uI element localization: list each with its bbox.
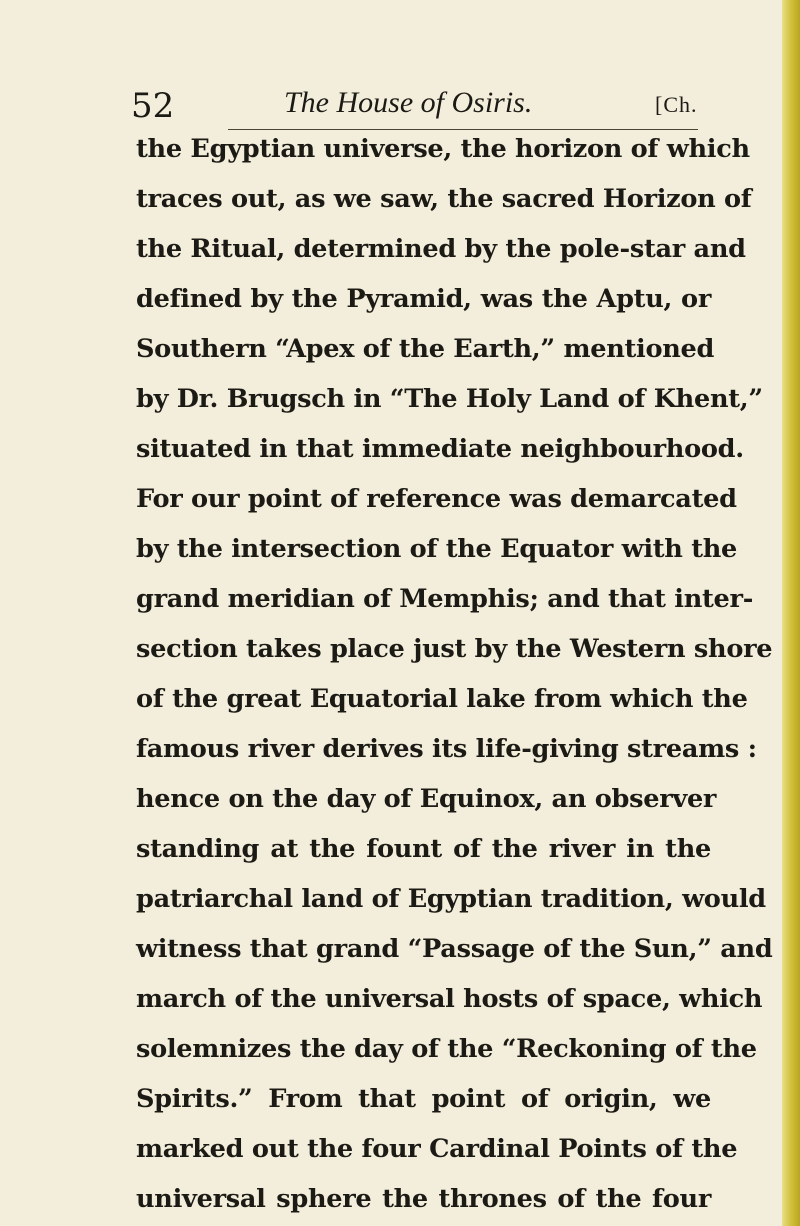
text-line: section takes place just by the Western shore [136, 634, 773, 664]
text-line: traces out, as we saw, the sacred Horizon of [136, 184, 752, 214]
text-line: For our point of reference was demarcated [136, 484, 737, 514]
chapter-mark: [Ch. [655, 92, 698, 117]
text-line: solemnizes the day of the “Reckoning of the [136, 1034, 757, 1064]
text-line: the Ritual, determined by the pole-star and [136, 234, 746, 264]
running-title: The House of Osiris. [284, 86, 533, 119]
text-line: defined by the Pyramid, was the Aptu, or [136, 284, 711, 314]
page-edge-binding [782, 0, 800, 1226]
text-line: the Egyptian universe, the horizon of which [136, 134, 750, 164]
text-line: marked out the four Cardinal Points of the [136, 1134, 738, 1164]
text-line: by Dr. Brugsch in “The Holy Land of Khent,” [136, 384, 763, 414]
text-line: situated in that immediate neighbourhood. [136, 434, 744, 464]
text-line: of the great Equatorial lake from which the [136, 684, 748, 714]
body-text [136, 124, 773, 1224]
text-line: standing at the fount of the river in the [136, 834, 711, 864]
text-line: Southern “Apex of the Earth,” mentioned [136, 334, 715, 364]
text-line: by the intersection of the Equator with the [136, 534, 738, 564]
text-line: patriarchal land of Egyptian tradition, would [136, 884, 766, 914]
text-line: universal sphere the thrones of the four [136, 1184, 711, 1214]
text-line: famous river derives its life-giving streams : [136, 734, 757, 764]
text-line: Spirits.” From that point of origin, we [136, 1084, 711, 1114]
page-number: 52 [131, 86, 175, 126]
text-line: witness that grand “Passage of the Sun,” and [136, 934, 773, 964]
text-line: grand meridian of Memphis; and that inter- [136, 584, 754, 614]
text-line: hence on the day of Equinox, an observer [136, 784, 717, 814]
text-line: march of the universal hosts of space, which [136, 984, 763, 1014]
